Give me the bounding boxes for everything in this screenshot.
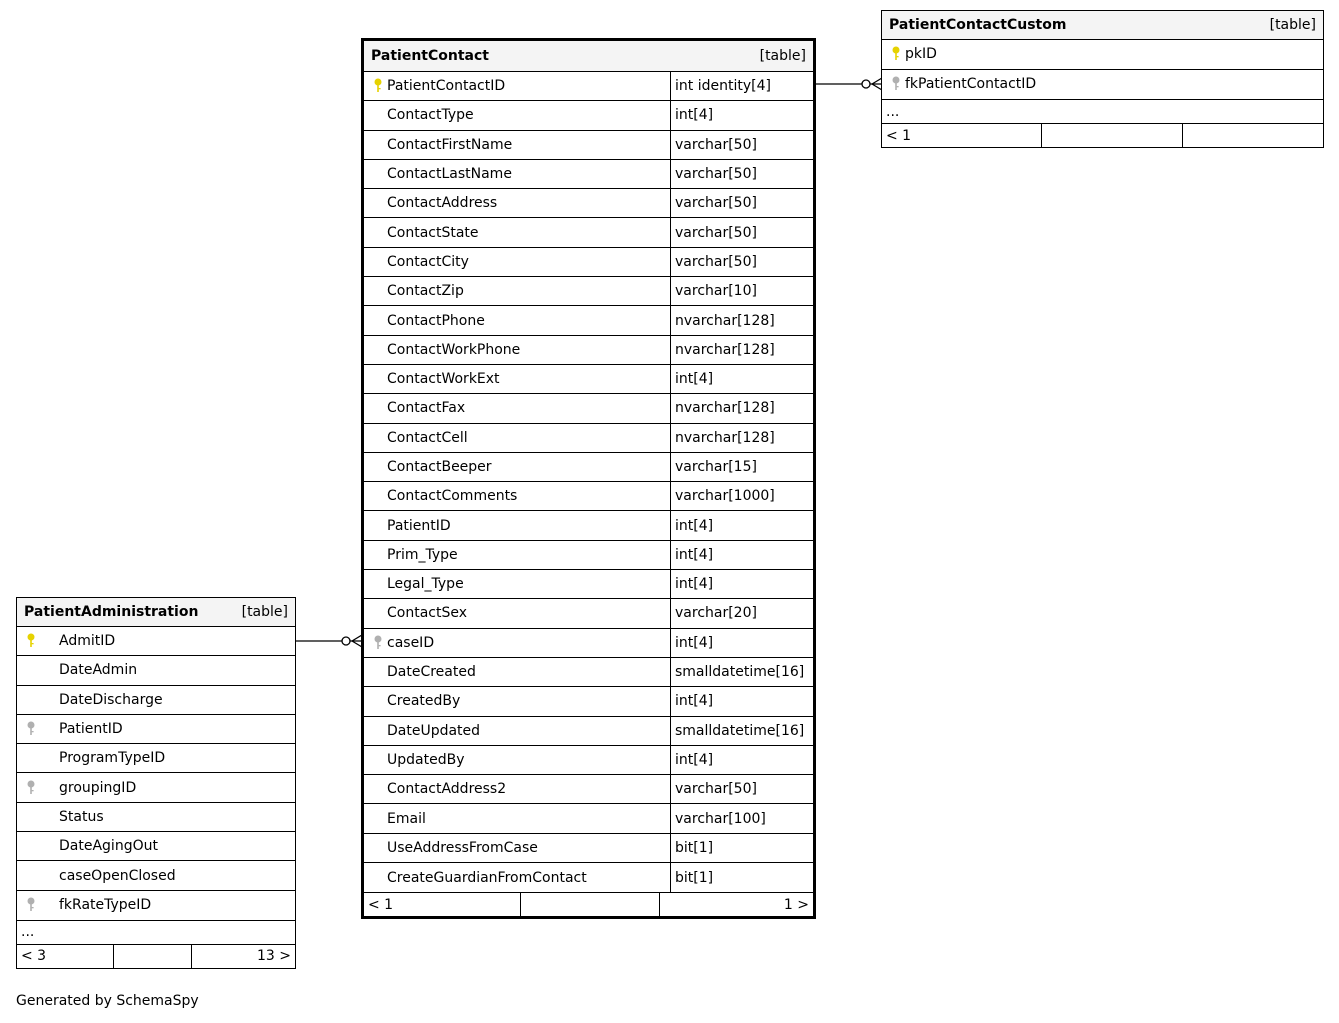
column-row[interactable] <box>364 336 813 365</box>
parents-count[interactable]: < 1 <box>368 896 394 913</box>
footer-middle <box>1041 124 1182 147</box>
column-row[interactable] <box>882 70 1323 100</box>
column-row[interactable] <box>17 656 295 685</box>
column-name: ContactWorkPhone <box>387 341 521 358</box>
column-name: ContactCell <box>387 429 468 446</box>
column-row[interactable] <box>364 511 813 540</box>
column-row[interactable] <box>364 834 813 863</box>
column-type: int[4] <box>670 687 813 715</box>
column-name-cell <box>364 804 670 832</box>
table-title: PatientAdministration <box>24 604 199 620</box>
column-name-cell <box>364 599 670 627</box>
column-name-cell <box>17 686 295 714</box>
column-name: fkPatientContactID <box>905 76 1037 93</box>
column-row[interactable] <box>364 658 813 687</box>
column-type: bit[1] <box>670 834 813 862</box>
column-row[interactable] <box>364 218 813 247</box>
column-row[interactable] <box>364 277 813 306</box>
column-name-cell <box>364 189 670 217</box>
column-name: ContactComments <box>387 488 518 505</box>
column-row[interactable] <box>364 72 813 101</box>
column-name-cell <box>17 832 295 860</box>
column-row[interactable] <box>17 832 295 861</box>
column-row[interactable] <box>364 570 813 599</box>
column-row[interactable] <box>17 803 295 832</box>
column-row[interactable] <box>364 746 813 775</box>
foreign-key-icon <box>369 635 387 651</box>
column-name-cell <box>364 336 670 364</box>
column-name-cell <box>364 541 670 569</box>
column-type: varchar[50] <box>670 160 813 188</box>
column-name: DateAdmin <box>59 662 138 679</box>
parents-count[interactable]: < 3 <box>21 948 47 965</box>
column-name: PatientID <box>387 517 451 534</box>
column-type: varchar[10] <box>670 277 813 305</box>
column-name-cell <box>17 656 295 684</box>
column-row[interactable] <box>364 189 813 218</box>
column-name-cell <box>364 72 670 100</box>
column-type: int[4] <box>670 746 813 774</box>
column-name-cell <box>364 218 670 246</box>
column-name: ContactCity <box>387 253 469 270</box>
parents-count[interactable]: < 1 <box>886 127 912 144</box>
table-patient-administration[interactable] <box>16 597 296 969</box>
column-type: varchar[50] <box>670 189 813 217</box>
column-name-cell <box>17 861 295 889</box>
column-name: PatientID <box>59 721 123 738</box>
primary-key-icon <box>887 46 905 62</box>
column-row[interactable] <box>364 131 813 160</box>
column-name-cell <box>364 717 670 745</box>
column-name-cell <box>364 482 670 510</box>
column-row[interactable] <box>17 744 295 773</box>
column-row[interactable] <box>364 804 813 833</box>
table-header[interactable] <box>882 11 1323 40</box>
children-count[interactable]: 13 > <box>191 945 295 968</box>
column-name-cell <box>364 511 670 539</box>
column-name: DateDischarge <box>59 691 163 708</box>
column-name: PatientContactID <box>387 78 506 95</box>
column-name: Prim_Type <box>387 546 458 563</box>
column-name: Email <box>387 810 426 827</box>
column-type: varchar[20] <box>670 599 813 627</box>
column-type: nvarchar[128] <box>670 306 813 334</box>
table-footer <box>364 892 813 916</box>
foreign-key-icon <box>21 780 41 796</box>
foreign-key-icon <box>21 897 41 913</box>
column-name-cell <box>364 424 670 452</box>
table-header[interactable] <box>17 598 295 627</box>
column-name: ContactSex <box>387 605 468 622</box>
column-name: ContactZip <box>387 283 464 300</box>
more-columns: ... <box>882 99 1323 123</box>
column-name-cell <box>17 715 295 743</box>
column-name: ContactPhone <box>387 312 485 329</box>
column-row[interactable] <box>17 891 295 920</box>
column-name-cell <box>364 453 670 481</box>
column-name-cell <box>364 658 670 686</box>
column-type: varchar[1000] <box>670 482 813 510</box>
column-name-cell <box>364 687 670 715</box>
column-row[interactable] <box>364 541 813 570</box>
column-type: nvarchar[128] <box>670 424 813 452</box>
relationship-administration-to-contact[interactable] <box>296 635 362 647</box>
column-name-cell <box>364 160 670 188</box>
relationship-contact-to-custom[interactable] <box>815 78 882 90</box>
column-name-cell <box>882 40 1323 69</box>
table-patient-contact-custom[interactable] <box>881 10 1324 148</box>
column-name: pkID <box>905 46 937 63</box>
column-type: int[4] <box>670 570 813 598</box>
primary-key-icon <box>21 633 41 649</box>
column-name: ContactWorkExt <box>387 371 500 388</box>
column-list <box>882 40 1323 99</box>
table-kind: [table] <box>241 604 288 620</box>
column-name: DateAgingOut <box>59 838 158 855</box>
column-name: ContactType <box>387 107 474 124</box>
column-row[interactable] <box>364 101 813 130</box>
column-type: int[4] <box>670 629 813 657</box>
column-name: Status <box>59 808 104 825</box>
column-row[interactable] <box>364 248 813 277</box>
column-name-cell <box>882 70 1323 100</box>
column-type: nvarchar[128] <box>670 394 813 422</box>
column-name: UpdatedBy <box>387 751 465 768</box>
column-type: varchar[15] <box>670 453 813 481</box>
table-title: PatientContactCustom <box>889 17 1067 33</box>
column-name: DateCreated <box>387 664 476 681</box>
column-type: varchar[50] <box>670 775 813 803</box>
column-type: int[4] <box>670 365 813 393</box>
column-name: ContactAddress2 <box>387 781 507 798</box>
column-name-cell <box>364 394 670 422</box>
column-row[interactable] <box>364 599 813 628</box>
column-name: ContactState <box>387 224 479 241</box>
column-type: varchar[100] <box>670 804 813 832</box>
column-name-cell <box>364 775 670 803</box>
table-footer <box>882 123 1323 147</box>
column-row[interactable] <box>364 424 813 453</box>
column-name: CreateGuardianFromContact <box>387 869 587 886</box>
column-name-cell <box>364 248 670 276</box>
primary-key-icon <box>369 78 387 94</box>
column-type: nvarchar[128] <box>670 336 813 364</box>
column-type: int[4] <box>670 101 813 129</box>
column-name-cell <box>17 744 295 772</box>
column-type: int[4] <box>670 511 813 539</box>
foreign-key-icon <box>887 76 905 92</box>
column-name-cell <box>17 803 295 831</box>
column-name: caseOpenClosed <box>59 867 176 884</box>
column-name: Legal_Type <box>387 576 464 593</box>
column-row[interactable] <box>364 629 813 658</box>
column-name: caseID <box>387 634 435 651</box>
column-type: int identity[4] <box>670 72 813 100</box>
column-row[interactable] <box>364 775 813 804</box>
column-type: varchar[50] <box>670 218 813 246</box>
column-row[interactable] <box>364 863 813 892</box>
table-footer <box>17 944 295 968</box>
column-name: ContactAddress <box>387 195 498 212</box>
column-name: ContactFirstName <box>387 136 513 153</box>
column-type: bit[1] <box>670 863 813 892</box>
column-name: groupingID <box>59 779 137 796</box>
table-header[interactable] <box>364 41 813 72</box>
generated-by-caption: Generated by SchemaSpy <box>16 993 199 1009</box>
column-type: int[4] <box>670 541 813 569</box>
children-count <box>1182 124 1323 147</box>
column-list <box>17 627 295 920</box>
table-patient-contact[interactable] <box>361 38 816 919</box>
column-type: smalldatetime[16] <box>670 658 813 686</box>
column-row[interactable] <box>17 715 295 744</box>
column-name: ContactLastName <box>387 166 512 183</box>
column-name: AdmitID <box>59 633 116 650</box>
footer-middle <box>520 893 659 916</box>
column-row[interactable] <box>364 687 813 716</box>
table-title: PatientContact <box>371 48 489 64</box>
column-name-cell <box>364 629 670 657</box>
column-name-cell <box>364 277 670 305</box>
column-row[interactable] <box>364 365 813 394</box>
column-row[interactable] <box>364 394 813 423</box>
column-name-cell <box>364 834 670 862</box>
column-row[interactable] <box>364 160 813 189</box>
column-row[interactable] <box>364 482 813 511</box>
column-name-cell <box>364 746 670 774</box>
column-name-cell <box>364 863 670 892</box>
children-count[interactable]: 1 > <box>659 893 813 916</box>
column-name-cell <box>364 365 670 393</box>
column-name: ContactBeeper <box>387 459 492 475</box>
column-name-cell <box>364 131 670 159</box>
column-name-cell <box>364 570 670 598</box>
column-row[interactable] <box>882 40 1323 70</box>
column-name-cell <box>17 773 295 801</box>
column-row[interactable] <box>17 861 295 890</box>
column-name-cell <box>17 627 295 655</box>
column-type: smalldatetime[16] <box>670 717 813 745</box>
column-name-cell <box>364 306 670 334</box>
more-columns: ... <box>17 920 295 944</box>
column-row[interactable] <box>364 306 813 335</box>
table-kind: [table] <box>1269 17 1316 33</box>
column-type: varchar[50] <box>670 248 813 276</box>
column-name-cell <box>17 891 295 920</box>
column-row[interactable] <box>364 453 813 482</box>
column-name: UseAddressFromCase <box>387 839 538 856</box>
column-name: ProgramTypeID <box>59 750 166 767</box>
column-list <box>364 72 813 892</box>
column-name: DateUpdated <box>387 722 481 739</box>
column-row[interactable] <box>364 717 813 746</box>
footer-middle <box>113 945 191 968</box>
column-row[interactable] <box>17 627 295 656</box>
column-row[interactable] <box>17 773 295 802</box>
column-name: ContactFax <box>387 400 466 417</box>
foreign-key-icon <box>21 721 41 737</box>
column-name: fkRateTypeID <box>59 897 152 914</box>
column-type: varchar[50] <box>670 131 813 159</box>
column-name-cell <box>364 101 670 129</box>
column-row[interactable] <box>17 686 295 715</box>
table-kind: [table] <box>759 48 806 64</box>
column-name: CreatedBy <box>387 693 461 710</box>
